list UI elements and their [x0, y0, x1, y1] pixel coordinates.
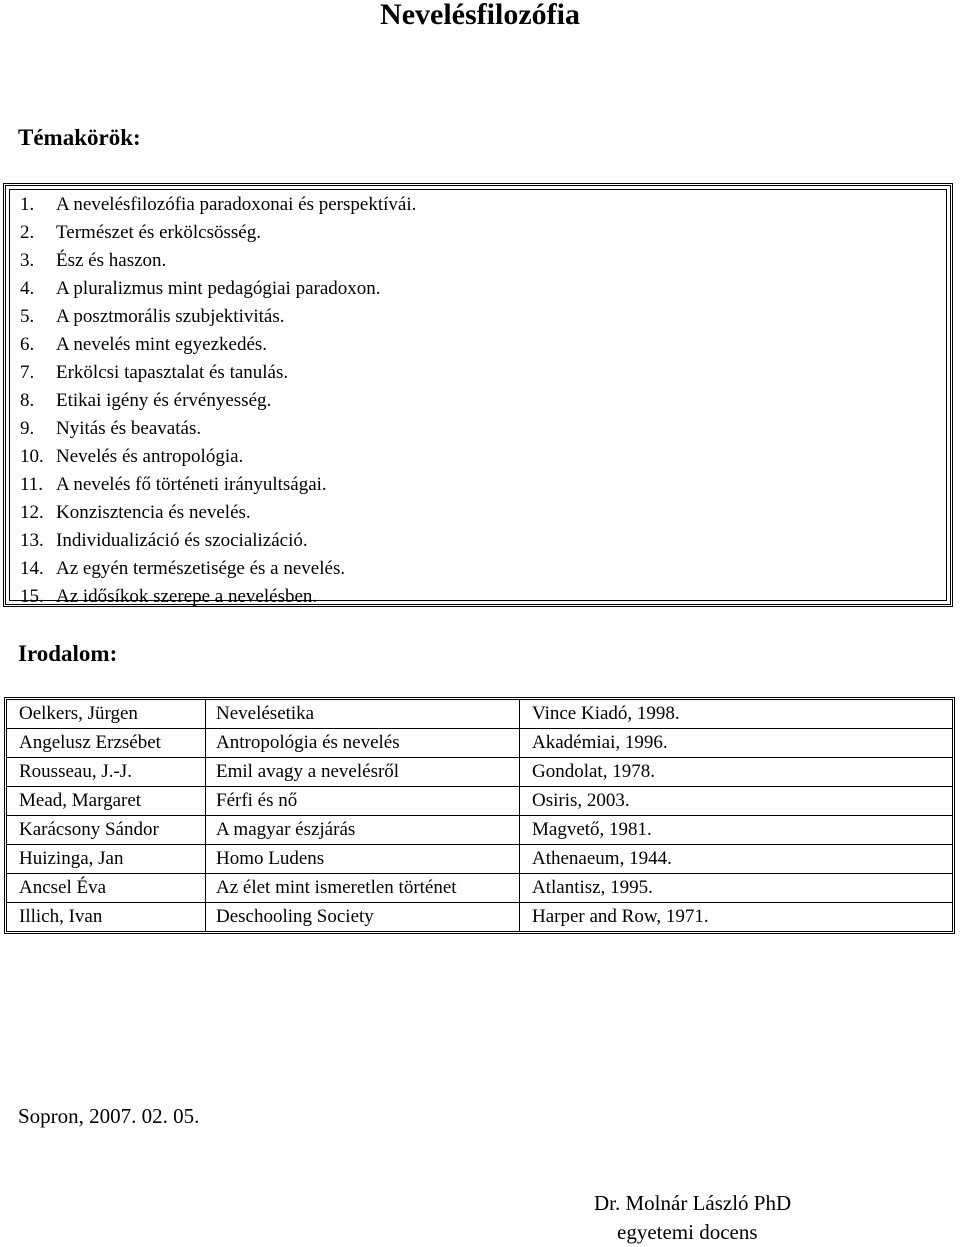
list-item: [20, 443, 416, 471]
list-item: [20, 555, 416, 583]
topic-text: Konzisztencia és nevelés.: [56, 502, 251, 523]
list-item: [20, 275, 416, 303]
document-title: Nevelésfilozófia: [380, 0, 580, 31]
list-item: [20, 219, 416, 247]
topic-number: 10.: [20, 446, 44, 467]
list-item: [20, 499, 416, 527]
topic-number: 5.: [20, 306, 35, 327]
topic-number: 12.: [20, 502, 44, 523]
table-row: [7, 903, 952, 931]
table-row: [7, 700, 952, 729]
topics-list: [20, 191, 416, 611]
topic-text: A nevelés fő történeti irányultságai.: [56, 474, 327, 495]
topic-number: 1.: [20, 194, 35, 215]
topic-number: 8.: [20, 390, 35, 411]
list-item: [20, 415, 416, 443]
topic-text: A nevelés mint egyezkedés.: [56, 334, 268, 355]
topic-number: 14.: [20, 558, 44, 579]
list-item: [20, 387, 416, 415]
place-date: Sopron, 2007. 02. 05.: [18, 1104, 200, 1128]
author-cell: Angelusz Erzsébet: [7, 729, 206, 758]
publisher-cell: Akadémiai, 1996.: [520, 729, 952, 758]
topic-number: 4.: [20, 278, 35, 299]
topic-text: Az egyén természetisége és a nevelés.: [56, 558, 346, 579]
publisher-cell: Gondolat, 1978.: [520, 758, 952, 787]
topic-text: Individualizáció és szocializáció.: [56, 530, 308, 551]
title-cell: Emil avagy a nevelésről: [206, 758, 520, 787]
list-item: [20, 331, 416, 359]
author-cell: Rousseau, J.-J.: [7, 758, 206, 787]
topic-text: Ész és haszon.: [56, 250, 167, 271]
topic-text: Etikai igény és érvényesség.: [56, 390, 272, 411]
topic-number: 11.: [20, 474, 44, 495]
topic-number: 2.: [20, 222, 35, 243]
topic-text: A nevelésfilozófia paradoxonai és perspektívái.: [56, 194, 417, 215]
list-item: [20, 303, 416, 331]
signature-block: [594, 1189, 791, 1247]
list-item: [20, 527, 416, 555]
topic-number: 6.: [20, 334, 35, 355]
table-row: [7, 729, 952, 758]
topics-heading: Témakörök:: [18, 125, 141, 150]
title-cell: Az élet mint ismeretlen történet: [206, 874, 520, 903]
topics-box: [3, 183, 953, 607]
publisher-cell: Osiris, 2003.: [520, 787, 952, 816]
table-row: [7, 845, 952, 874]
signer-name: Dr. Molnár László PhD: [594, 1191, 792, 1215]
signer-title: egyetemi docens: [617, 1220, 758, 1244]
topic-text: A posztmorális szubjektivitás.: [56, 306, 285, 327]
author-cell: Oelkers, Jürgen: [7, 700, 206, 729]
topic-number: 3.: [20, 250, 35, 271]
publisher-cell: Athenaeum, 1944.: [520, 845, 952, 874]
publisher-cell: Magvető, 1981.: [520, 816, 952, 845]
topic-number: 15.: [20, 586, 44, 607]
author-cell: Huizinga, Jan: [7, 845, 206, 874]
author-cell: Illich, Ivan: [7, 903, 206, 931]
topic-text: A pluralizmus mint pedagógiai paradoxon.: [56, 278, 381, 299]
author-cell: Ancsel Éva: [7, 874, 206, 903]
table-row: [7, 874, 952, 903]
topic-text: Természet és erkölcsösség.: [56, 222, 261, 243]
title-cell: Homo Ludens: [206, 845, 520, 874]
topic-number: 9.: [20, 418, 35, 439]
publisher-cell: Vince Kiadó, 1998.: [520, 700, 952, 729]
topics-inner-border: [9, 189, 947, 607]
literature-table: [4, 697, 955, 934]
author-cell: Mead, Margaret: [7, 787, 206, 816]
table-row: [7, 787, 952, 816]
topic-text: Erkölcsi tapasztalat és tanulás.: [56, 362, 289, 383]
list-item: [20, 191, 416, 219]
topic-number: 13.: [20, 530, 44, 551]
publisher-cell: Harper and Row, 1971.: [532, 906, 709, 927]
title-cell: Férfi és nő: [206, 787, 520, 816]
table-row: [7, 758, 952, 787]
topic-text: Nyitás és beavatás.: [56, 418, 202, 439]
literature-heading: Irodalom:: [18, 641, 118, 666]
title-cell: Antropológia és nevelés: [206, 729, 520, 758]
publisher-cell: Atlantisz, 1995.: [520, 874, 952, 903]
title-cell: A magyar észjárás: [206, 816, 520, 845]
list-item: [20, 359, 416, 387]
list-item: [20, 471, 416, 499]
list-item: [20, 247, 416, 275]
topic-text: Nevelés és antropológia.: [56, 446, 244, 467]
list-item: [20, 583, 416, 611]
author-cell: Karácsony Sándor: [7, 816, 206, 845]
title-cell: Nevelésetika: [206, 700, 520, 729]
table-row: [7, 816, 952, 845]
title-cell: Deschooling Society: [206, 903, 520, 931]
topic-number: 7.: [20, 362, 35, 383]
topic-text: Az idősíkok szerepe a nevelésben.: [56, 586, 318, 607]
